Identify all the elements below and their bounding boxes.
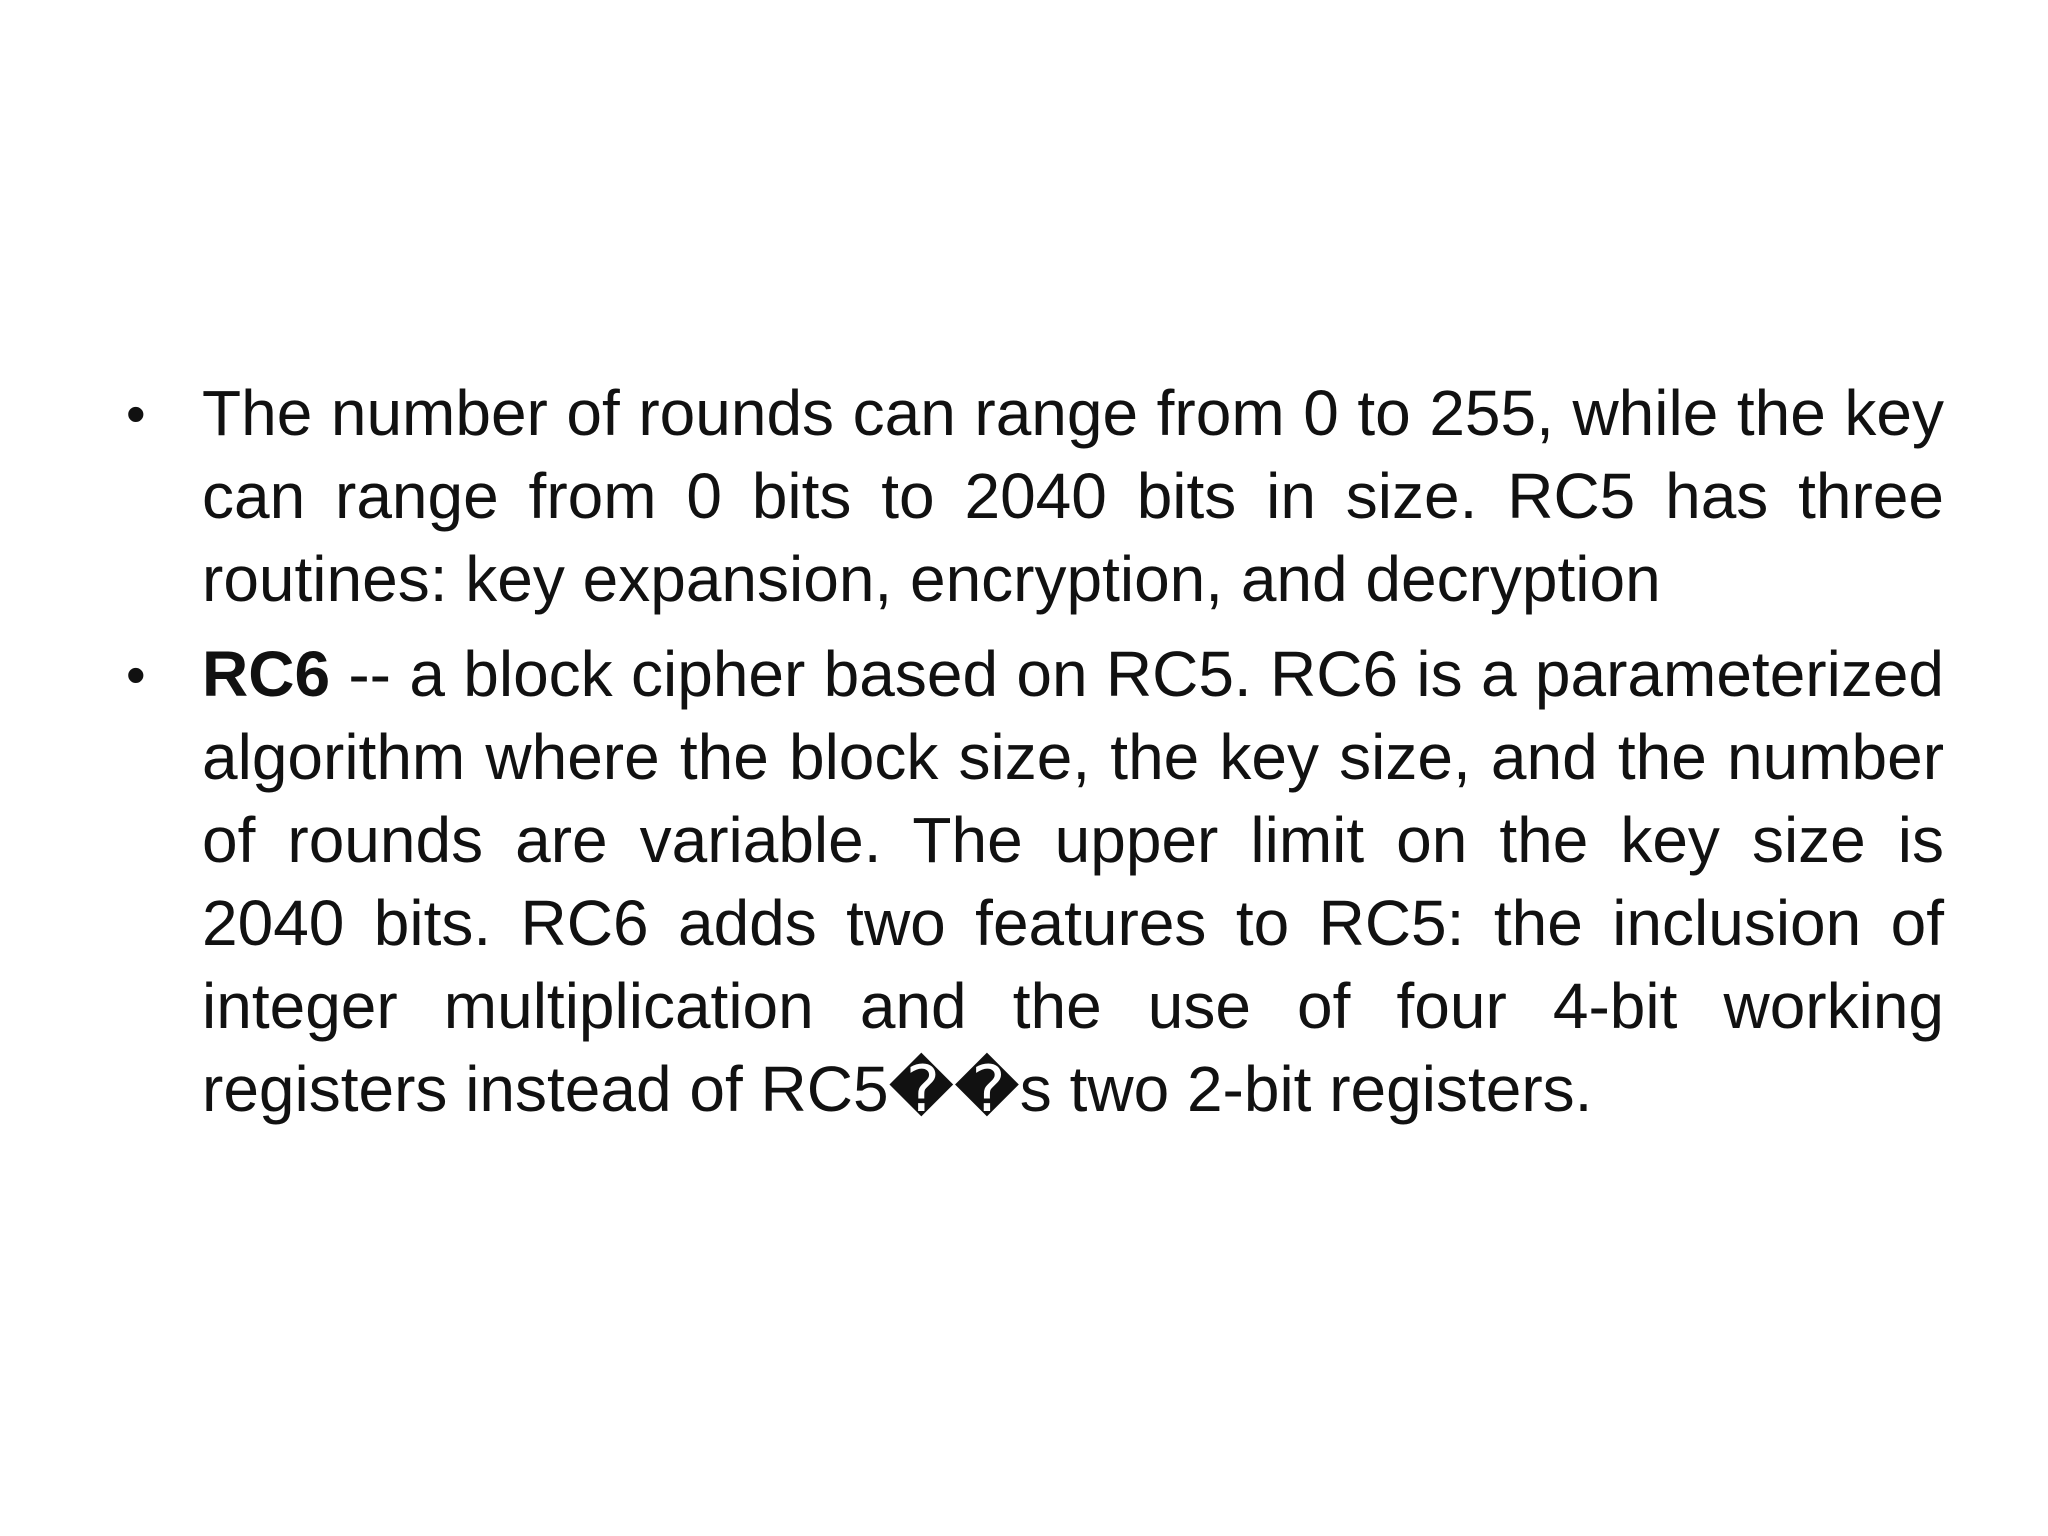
bullet-text: The number of rounds can range from 0 to 255, while the key can range from 0 bits to 2040 bits in size. RC5 has three routines: key expansion, encryption, and decryption xyxy=(202,377,1944,615)
bullet-rc6-description xyxy=(118,633,1944,1131)
bullet-marker: • xyxy=(126,643,146,706)
bullet-list xyxy=(118,372,1944,1131)
bullet-marker: • xyxy=(126,382,146,445)
slide-body xyxy=(118,372,1944,1131)
bullet-text: -- a block cipher based on RC5. RC6 is a parameterized algorithm where the block size, the key size, and the number of rounds are variable. The upper limit on the key size is 2040 bits. RC6 adds two features to RC5: the inclusion of integer multiplication and the use of four 4-bit working registers instead of RC5��s two 2-bit registers. xyxy=(202,638,1944,1125)
bullet-term: RC6 xyxy=(202,638,331,710)
bullet-rc5-details xyxy=(118,372,1944,621)
